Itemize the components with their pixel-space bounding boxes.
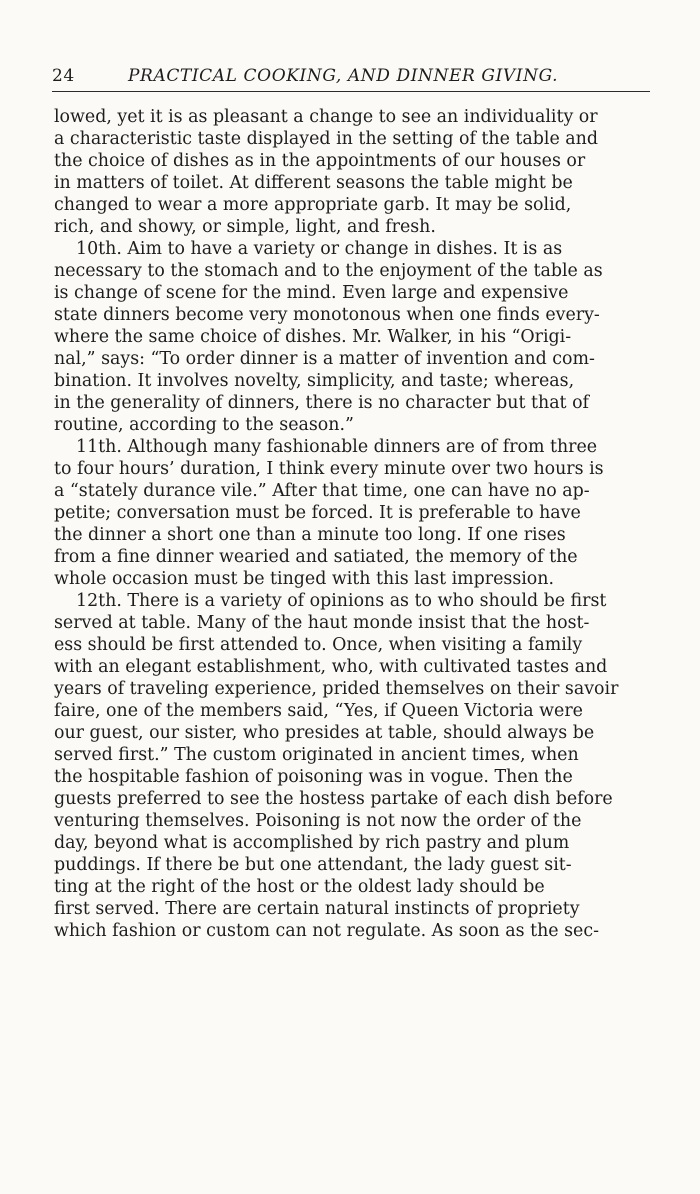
- text-line: years of traveling experience, prided themselves on their savoir: [54, 679, 619, 699]
- text-line: guests preferred to see the hostess partake of each dish before: [54, 789, 613, 809]
- text-line: is change of scene for the mind. Even large and expensive: [54, 283, 569, 303]
- text-line: changed to wear a more appropriate garb. It may be solid,: [54, 195, 572, 215]
- text-line: nal,” says: “To order dinner is a matter of invention and com-: [54, 349, 595, 369]
- text-line: routine, according to the season.”: [54, 415, 354, 435]
- text-line: served first.” The custom originated in ancient times, when: [54, 745, 579, 765]
- header-rule: [52, 91, 650, 92]
- text-line: whole occasion must be tinged with this last impression.: [54, 569, 554, 589]
- text-line: necessary to the stomach and to the enjoyment of the table as: [54, 261, 603, 281]
- text-line: petite; conversation must be forced. It is preferable to have: [54, 503, 581, 523]
- text-line: in the generality of dinners, there is no character but that of: [54, 393, 589, 413]
- text-line: the dinner a short one than a minute too long. If one rises: [54, 525, 566, 545]
- text-line: first served. There are certain natural instincts of propriety: [54, 899, 580, 919]
- text-line: faire, one of the members said, “Yes, if Queen Victoria were: [54, 701, 583, 721]
- text-line: ting at the right of the host or the oldest lady should be: [54, 877, 545, 897]
- text-line: day, beyond what is accomplished by rich pastry and plum: [54, 833, 570, 853]
- text-line: the choice of dishes as in the appointments of our houses or: [54, 151, 586, 171]
- text-line: puddings. If there be but one attendant, the lady guest sit-: [54, 855, 572, 875]
- text-line: state dinners become very monotonous when one finds every-: [54, 305, 600, 325]
- page-header: [52, 66, 672, 90]
- text-line: where the same choice of dishes. Mr. Walker, in his “Origi-: [54, 327, 572, 347]
- text-line: from a fine dinner wearied and satiated, the memory of the: [54, 547, 578, 567]
- page-number: 24: [52, 66, 75, 86]
- text-line: rich, and showy, or simple, light, and fresh.: [54, 217, 436, 237]
- paragraph-10th-start: 10th. Aim to have a variety or change in dishes. It is as: [76, 239, 563, 259]
- text-line: our guest, our sister, who presides at table, should always be: [54, 723, 595, 743]
- text-line: venturing themselves. Poisoning is not now the order of the: [54, 811, 582, 831]
- text-line: bination. It involves novelty, simplicity, and taste; whereas,: [54, 371, 575, 391]
- text-line: in matters of toilet. At different seasons the table might be: [54, 173, 573, 193]
- text-line: a “stately durance vile.” After that time, one can have no ap-: [54, 481, 590, 501]
- text-line: served at table. Many of the haut monde insist that the host-: [54, 613, 590, 633]
- paragraph-11th-start: 11th. Although many fashionable dinners are of from three: [76, 437, 598, 457]
- text-line: ess should be first attended to. Once, when visiting a family: [54, 635, 583, 655]
- text-line: a characteristic taste displayed in the setting of the table and: [54, 129, 599, 149]
- text-line: lowed, yet it is as pleasant a change to see an individuality or: [54, 107, 598, 127]
- text-line: with an elegant establishment, who, with cultivated tastes and: [54, 657, 608, 677]
- paragraph-12th-start: 12th. There is a variety of opinions as to who should be first: [76, 591, 607, 611]
- body-text: [0, 106, 700, 1166]
- text-line: the hospitable fashion of poisoning was in vogue. Then the: [54, 767, 573, 787]
- text-line: to four hours’ duration, I think every minute over two hours is: [54, 459, 604, 479]
- running-head: PRACTICAL COOKING, AND DINNER GIVING.: [128, 66, 559, 86]
- text-line: which fashion or custom can not regulate. As soon as the sec-: [54, 921, 599, 941]
